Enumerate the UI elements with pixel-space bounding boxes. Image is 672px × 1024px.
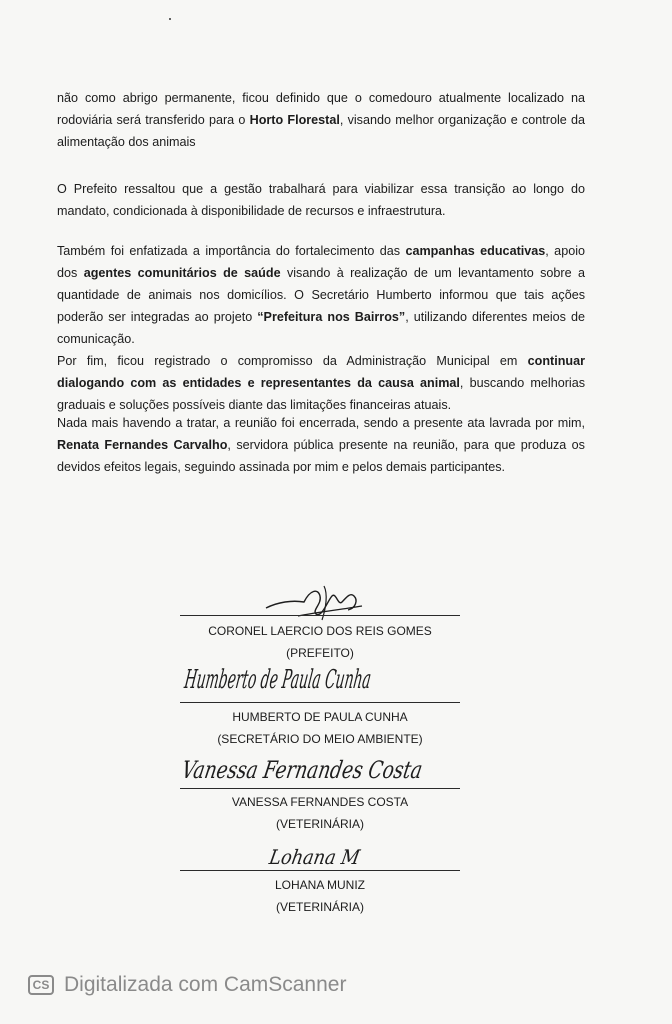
text-run: Por fim, ficou registrado o compromisso da Administração Municipal em [57,354,528,368]
signature-prefeito [258,580,368,625]
scan-speck [169,18,171,20]
signatory-name: LOHANA MUNIZ [274,878,365,892]
text-run: visando à realização de um levantamento sobre a quantidade de animais nos domicílios. O Secretário Humberto informou que tais ações poderão ser integradas ao projeto [57,266,585,324]
signatory-lohana [180,874,460,918]
signature-lohana [268,832,378,874]
signatory-name: VANESSA FERNANDES COSTA [231,795,409,809]
bold-text-dialogo: continuar dialogando com as entidades e representantes da causa animal [57,354,585,390]
signature-line [180,788,460,789]
text-run: O Prefeito ressaltou que a gestão trabalhará para viabilizar essa transição ao longo do mandato, condicionada à disponibilidade de recursos e infraestrutura. [57,182,585,218]
text-run: , visando melhor organização e controle da alimentação dos animais [57,113,585,149]
text-run: Também foi enfatizada a importância do fortalecimento das [57,244,406,258]
camscanner-watermark [28,970,346,1000]
paragraph-campanhas [57,240,585,416]
paragraph-prefeito [57,178,585,222]
paragraph-comedouro [57,87,585,153]
bold-text-agentes: agentes comunitários de saúde [83,266,281,280]
signatory-name: CORONEL LAERCIO DOS REIS GOMES [208,624,432,638]
text-run: não como abrigo permanente, ficou definido que o comedouro atualmente localizado na rodoviária será transferido para o [57,91,585,127]
signature-text: Vanessa Fernandes Costa [179,756,495,784]
signatory-secretario [180,706,460,750]
signature-text: Humberto de Paula Cunha [182,665,537,695]
signature-line [180,615,460,616]
paragraph-encerramento [57,412,585,478]
signature-secretario [182,650,537,702]
signature-vanessa [179,748,495,788]
text-run: Nada mais havendo a tratar, a reunião foi encerrada, sendo a presente ata lavrada por mim, [57,416,585,430]
bold-text-campanhas: campanhas educativas [405,244,546,258]
bold-text-horto-florestal: Horto Florestal [249,113,340,127]
logo-text: CS [32,978,50,992]
signatory-role: (PREFEITO) [286,646,354,660]
signatory-role: (VETERINÁRIA) [275,900,364,914]
bold-text-secretaria: Renata Fernandes Carvalho [57,438,228,452]
signatory-role: (VETERINÁRIA) [275,817,364,831]
camscanner-logo-icon [28,975,54,995]
signature-line [180,870,460,871]
text-run: , buscando melhorias graduais e soluções possíveis diante das limitações financeiras atuais. [57,376,585,412]
signatory-name: HUMBERTO DE PAULA CUNHA [232,710,408,724]
watermark-text: Digitalizada com CamScanner [64,973,347,996]
text-run: , utilizando diferentes meios de comunicação. [57,310,585,346]
signature-line [180,702,460,703]
signature-text: Lohana M [267,845,374,869]
bold-text-projeto: “Prefeitura nos Bairros” [257,310,406,324]
text-run: , servidora pública presente na reunião, para que produza os devidos efeitos legais, seguindo assinada por mim e pelos demais participantes. [57,438,585,474]
signatory-vanessa [180,791,460,835]
text-run: , apoio dos [57,244,585,280]
signatory-role: (SECRETÁRIO DO MEIO AMBIENTE) [217,732,423,746]
